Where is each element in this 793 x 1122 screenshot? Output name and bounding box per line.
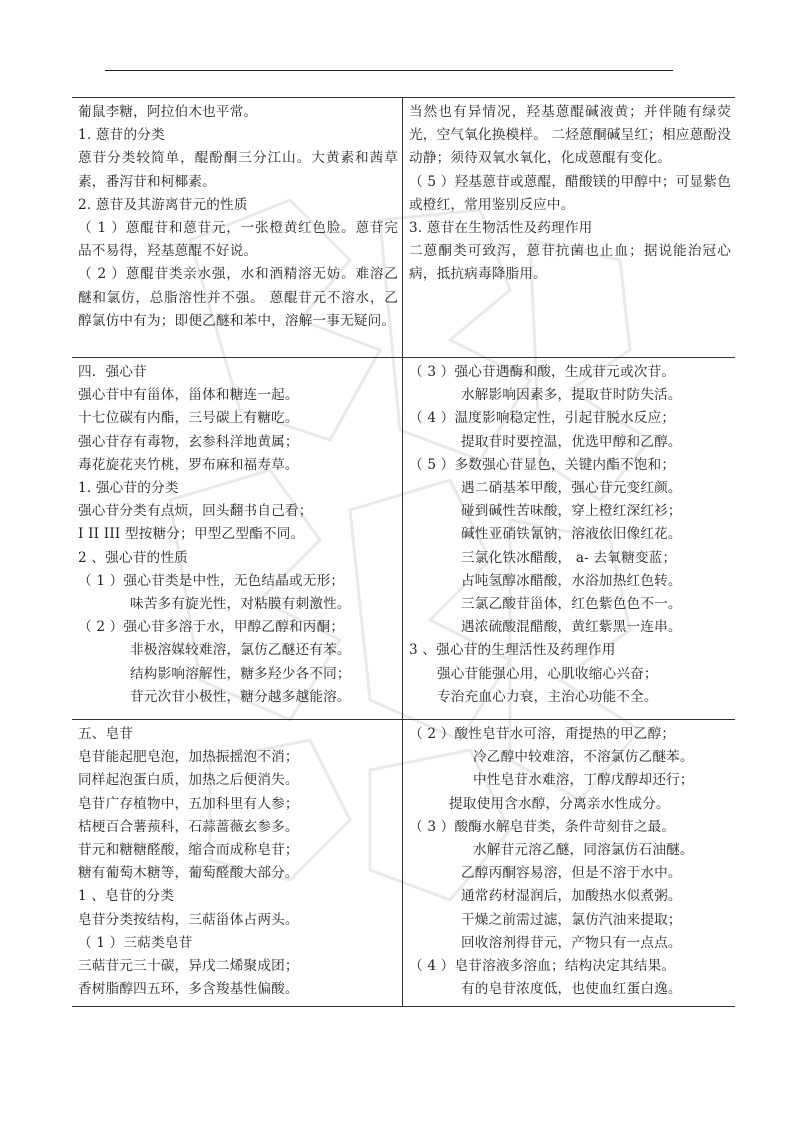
text-line: 占吨氢醇冰醋酸，水浴加热红色转。 [461, 572, 682, 589]
section-title: 四．强心苷 [78, 364, 147, 380]
text-line: （ 3 ）强心苷遇酶和酸，生成苷元或次苷。 [409, 364, 676, 380]
cell-left [72, 358, 403, 720]
text-line: 毒花旋花夹竹桃，罗布麻和福寿草。 [78, 456, 299, 473]
text-line: 强心苷中有甾体，甾体和糖连一起。 [78, 387, 299, 404]
text-line: 三氯乙酸苷甾体，红色紫色色不一。 [461, 596, 682, 613]
section-title: 五、皂苷 [78, 726, 134, 742]
text-line: 苷元和糖糖醛酸，缩合而成称皂苷； [78, 842, 299, 859]
text-line: 蒽苷分类较简单，醌酚酮三分江山。大黄素和茜草素，番泻苷和柯椰素。 [78, 150, 398, 190]
text-line: 苷元次苷小极性，糖分越多越能溶。 [130, 688, 351, 705]
text-line: （ 2 ）酸性皂苷水可溶，甭提热的甲乙醇； [409, 726, 676, 742]
text-line: 二蒽酮类可致泻，蒽苷抗菌也止血；据说能治冠心病，抵抗病毒降脂用。 [409, 243, 731, 283]
text-line: （ 4 ）温度影响稳定性，引起苷脱水反应； [409, 410, 676, 427]
text-line: （ 5 ）多数强心苷显色，关键内酯不饱和； [409, 456, 676, 473]
text-line: 碰到碱性苦味酸，穿上橙红深红衫； [461, 503, 682, 520]
header-rule [105, 70, 673, 71]
cell-left [72, 98, 403, 358]
section-heading: 3 、强心苷的生理活性及药理作用 [409, 642, 616, 659]
text-line: 提取苷时要控温，优选甲醇和乙醇。 [461, 433, 682, 450]
section-heading: 2 、强心苷的性质 [78, 549, 188, 566]
section-heading: 1. 蒽苷的分类 [78, 127, 165, 144]
text-line: 三氯化铁冰醋酸， a- 去氧糖变蓝； [461, 549, 677, 566]
cell-right [403, 358, 736, 720]
text-line: 皂苷能起肥皂泡，加热振摇泡不消； [78, 749, 299, 766]
section-heading: 1 、皂苷的分类 [78, 888, 175, 905]
text-line: 干燥之前需过滤，氯仿汽油来提取； [461, 911, 682, 928]
text-line: 中性皂苷水难溶，丁醇戊醇却还行； [473, 772, 694, 789]
text-line: 冷乙醇中较难溶，不溶氯仿乙醚苯。 [473, 749, 694, 766]
text-line: （ 4 ）皂苷溶液多溶血；结构决定其结果。 [409, 958, 676, 975]
text-line: 遇浓硫酸混醋酸，黄红紫黑一连串。 [461, 619, 682, 636]
text-line: 强心苷存有毒物，玄参科洋地黄属； [78, 433, 299, 450]
text-line: 专治充血心力衰，主治心功能不全。 [437, 688, 658, 705]
text-line: I II III 型按糖分；甲型乙型酯不同。 [78, 526, 305, 543]
text-line: 香树脂醇四五环，多含羧基性偏酸。 [78, 981, 299, 998]
text-line: 乙醇丙酮容易溶，但是不溶于水中。 [461, 865, 682, 882]
text-line: 遇二硝基苯甲酸，强心苷元变红颜。 [461, 480, 682, 497]
text-line: （ 5 ）羟基蒽苷或蒽醌，醋酸镁的甲醇中；可显紫色或橙红，常用鉴别反应中。 [409, 173, 731, 213]
text-line: 皂苷广存植物中，五加科里有人参； [78, 795, 299, 812]
text-line: 碱性亚硝铁氰钠，溶液依旧像红花。 [461, 526, 682, 543]
text-line: 有的皂苷浓度低，也使血红蛋白逸。 [461, 981, 682, 998]
section-heading: 3. 蒽苷在生物活性及药理作用 [409, 220, 593, 237]
text-line: 糖有葡萄木糖等，葡萄醛酸大部分。 [78, 865, 299, 882]
text-line: 三萜苷元三十碳，异戊二烯聚成团； [78, 958, 299, 975]
text-line: 当然也有异情况，羟基蒽醌碱液黄；并伴随有绿荧光，空气氧化换模样。 二烃蒽酮碱呈红；相应蒽酚没动静；须待双氧水氧化，化成蒽醌有变化。 [409, 104, 731, 167]
text-line: 非极溶媒较难溶，氯仿乙醚还有苯。 [130, 642, 351, 659]
text-line: 水解影响因素多，提取苷时防失活。 [461, 387, 682, 404]
section-row-anthraquinone [72, 98, 735, 358]
text-line: 强心苷能强心用，心肌收缩心兴奋； [437, 665, 658, 682]
section-row-saponin [72, 720, 735, 1007]
text-line: 十七位碳有内酯，三号碳上有糖吃。 [78, 410, 299, 427]
text-line: 桔梗百合薯蓣科，石蒜蔷薇玄参多。 [78, 818, 299, 835]
cell-right [403, 98, 736, 358]
cell-left [72, 720, 403, 1007]
content-table [72, 97, 735, 1007]
section-heading: 2. 蒽苷及其游离苷元的性质 [78, 196, 248, 213]
text-line: 强心苷分类有点烦，回头翻书自己看； [78, 503, 313, 520]
section-heading: 1. 强心苷的分类 [78, 480, 179, 497]
text-line: 水解苷元溶乙醚，同溶氯仿石油醚。 [473, 842, 694, 859]
text-line: 同样起泡蛋白质，加热之后便消失。 [78, 772, 299, 789]
text-line: 皂苷分类按结构，三萜甾体占两头。 [78, 911, 299, 928]
text-line: 味苦多有旋光性，对粘膜有刺激性。 [130, 596, 351, 613]
text-line: （ 1 ）蒽醌苷和蒽苷元，一张橙黄红色脸。蒽苷完品不易得，羟基蒽醌不好说。 [78, 220, 398, 260]
text-line: 回收溶剂得苷元，产物只有一点点。 [461, 934, 682, 951]
section-row-cardiac-glycoside [72, 358, 735, 720]
subsection-heading: （ 1 ）三萜类皂苷 [78, 934, 193, 951]
text-line: 通常药材湿润后，加酸热水似煮粥。 [461, 888, 682, 905]
text-line: （ 2 ）强心苷多溶于水，甲醇乙醇和丙酮； [78, 619, 345, 636]
text-line: 提取使用含水醇，分离亲水性成分。 [449, 795, 670, 812]
cell-right [403, 720, 736, 1007]
text-line: （ 3 ）酸酶水解皂苷类，条件苛刻苷之最。 [409, 818, 676, 835]
text-line: （ 1 ）强心苷类是中性，无色结晶或无形； [78, 572, 345, 589]
text-line: 葡鼠李糖，阿拉伯木也平常。 [78, 104, 258, 120]
text-line: （ 2 ）蒽醌苷类亲水强，水和酒精溶无妨。难溶乙醚和氯仿，总脂溶性并不强。 蒽醌苷元不溶水，乙醇氯仿中有为；即便乙醚和苯中，溶解一事无疑问。 [78, 266, 398, 329]
text-line: 结构影响溶解性，糖多羟少各不同； [130, 665, 351, 682]
